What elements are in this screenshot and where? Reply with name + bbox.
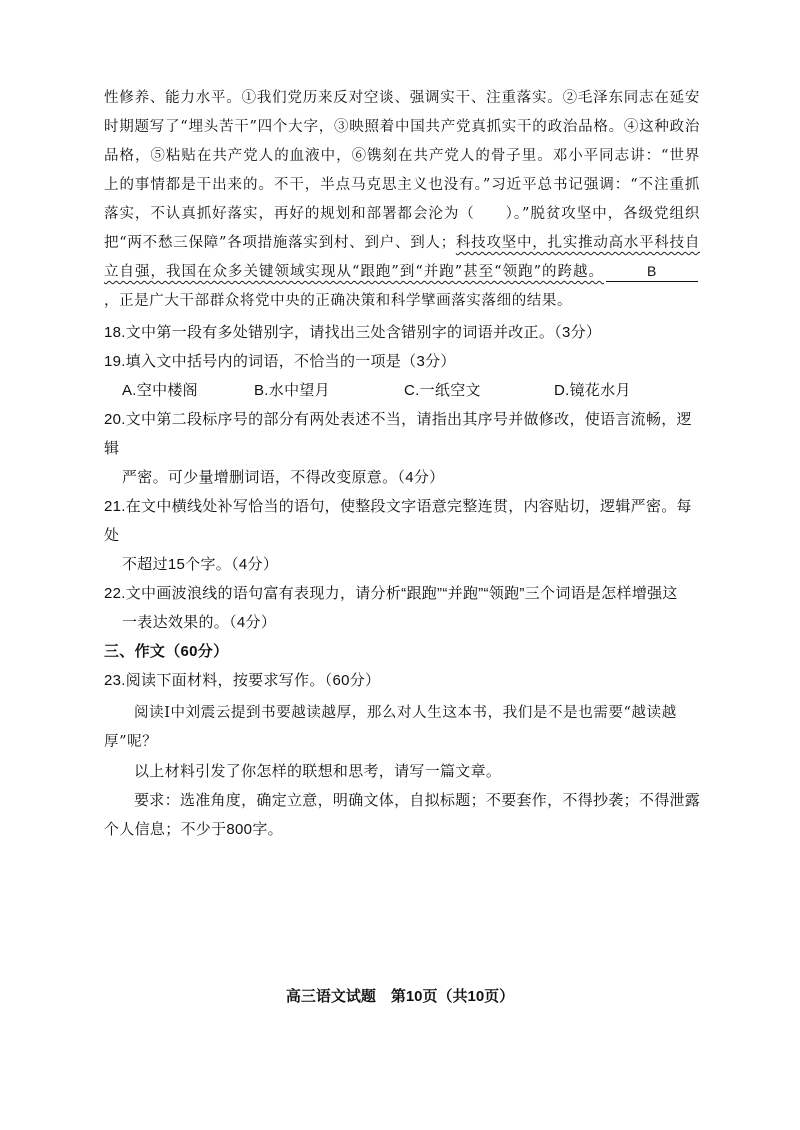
material-text: 阅读Ⅰ中刘震云提到书要越读越厚，那么对人生这本书，我们是不是也需要“越读越厚”呢？ [104,705,677,750]
blank-label: B [647,263,657,279]
question-21 [104,492,704,579]
question-21-line2: 不超过15个字。（4分） [122,556,279,573]
answer-blank-b[interactable] [606,262,698,282]
question-22-line2: 一表达效果的。（4分） [122,614,277,631]
passage-text: 性修养、能力水平。①我们党历来反对空谈、强调实干、注重落实。②毛泽东同志在延安时期题写了“埋头苦干”四个大字，③映照着中国共产党真抓实干的政治品格。④这种政治品格，⑤粘贴在共产党人的血液中，⑥镌刻在共产党人的骨子里。邓小平同志讲：“世界上的事情都是干出来的。不干，半点马克思主义也没有。”习近平总书记强调：“不注重抓落实，不认真抓好落实，再好的规划和部署都会沦为（ ）。”脱贫攻坚中，各级党组织把“两不愁三保障”各项措施落实到村、到户、到人； [104,90,700,251]
question-20 [104,405,704,492]
page-footer: 高三语文试题 第10页（共10页） [285,988,515,1005]
question-22 [104,579,704,637]
question-20-line2: 严密。可少量增删词语，不得改变原意。（4分） [122,469,445,486]
option-b: B.水中望月 [254,382,330,399]
question-list [104,318,704,844]
question-21-line1: 21.在文中横线处补写恰当的语句，使整段文字语意完整连贯，内容贴切，逻辑严密。每处 [104,498,692,544]
passage-text-end: ，正是广大干部群众将党中央的正确决策和科学擘画落实落细的结果。 [104,293,573,309]
option-d: D.镜花水月 [554,382,631,399]
section-title-writing: 三、作文（60分） [104,643,229,660]
question-19: 19.填入文中括号内的词语，不恰当的一项是（3分） [104,353,456,370]
question-23: 23.阅读下面材料，按要求写作。（60分） [104,672,381,689]
writing-material [104,699,704,757]
option-a: A.空中楼阁 [122,382,198,399]
option-c: C.一纸空文 [404,382,481,399]
question-20-line1: 20.文中第二段标序号的部分有两处表述不当，请指出其序号并做修改，使语言流畅，逻辑 [104,411,692,457]
writing-requirements: 要求：选准角度，确定立意，明确文体，自拟标题；不要套作，不得抄袭；不得泄露个人信息；不少于800字。 [104,792,701,838]
question-18: 18.文中第一段有多处错别字，请找出三处含错别字的词语并改正。（3分） [104,324,602,341]
question-22-line1: 22.文中画波浪线的语句富有表现力，请分析“跟跑”“并跑”“领跑”三个词语是怎样增强这 [104,585,678,602]
writing-instructions [104,757,704,844]
question-19-options [104,376,704,405]
wavy-underlined-sentence: 科技攻坚中，扎实推动高水平科技自立自强，我国在众多关键领域实现从“跟跑”到“并跑”甚至“领跑”的跨越。 [104,235,700,280]
writing-prompt: 以上材料引发了你怎样的联想和思考，请写一篇文章。 [134,763,502,780]
reading-passage [104,84,700,316]
